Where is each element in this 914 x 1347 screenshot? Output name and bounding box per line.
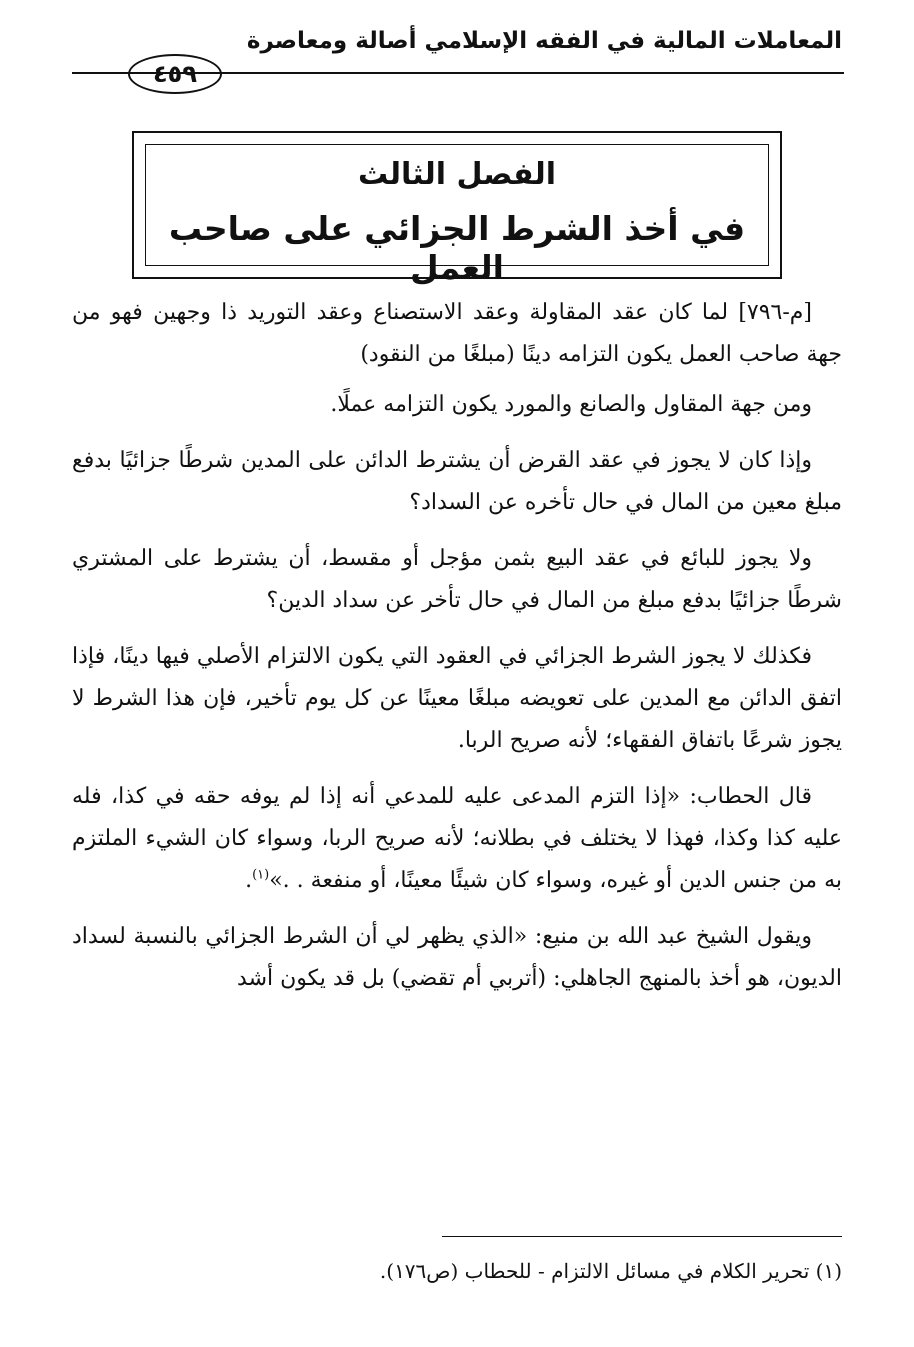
paragraph-6-quote (72, 776, 842, 902)
paragraph-5: فكذلك لا يجوز الشرط الجزائي في العقود التي يكون الالتزام الأصلي فيها دينًا، فإذا اتفق الدائن مع المدين على تعويضه مبلغًا معينًا عن كل يوم تأخير، فإن هذا الشرط لا يجوز شرعًا باتفاق الفقهاء؛ لأنه صريح الربا. (72, 644, 842, 753)
footnote-divider (442, 1236, 842, 1237)
quote-text: قال الحطاب: «إذا التزم المدعى عليه للمدعي أنه إذا لم يوفه حقه في كذا، فله عليه كذا وكذا، فهذا لا يختلف في بطلانه؛ لأنه صريح الربا، وسواء كان الشيء الملتزم به من جنس الدين أو غيره، وسواء كان شيئًا معينًا، أو منفعة . .» (72, 784, 842, 893)
paragraph-4: ولا يجوز للبائع في عقد البيع بثمن مؤجل أو مقسط، أن يشترط على المشتري شرطًا جزائيًا بدفع مبلغ من المال في حال تأخر عن سداد الدين؟ (72, 546, 842, 613)
paragraph-1: [م-٧٩٦] لما كان عقد المقاولة وعقد الاستصناع وعقد التوريد ذا وجهين فهو من جهة صاحب العمل يكون التزامه دينًا (مبلغًا من النقود) (72, 300, 842, 367)
paragraph-7: ويقول الشيخ عبد الله بن منيع: «الذي يظهر لي أن الشرط الجزائي بالنسبة لسداد الديون، هو أخذ بالمنهج الجاهلي: (أتربي أم تقضي) بل قد يكون أشد (72, 924, 842, 991)
body-text (72, 292, 842, 1014)
chapter-subtitle: في أخذ الشرط الجزائي على صاحب العمل (168, 209, 746, 287)
chapter-title: الفصل الثالث (357, 157, 556, 192)
paragraph-3: وإذا كان لا يجوز في عقد القرض أن يشترط الدائن على المدين شرطًا جزائيًا بدفع مبلغ معين من المال في حال تأخره عن السداد؟ (72, 448, 842, 515)
footnote-reference: (١) (252, 867, 270, 883)
quote-period: . (245, 868, 253, 893)
paragraph-2: ومن جهة المقاول والصانع والمورد يكون التزامه عملًا. (330, 392, 812, 417)
footnote: (١) تحرير الكلام في مسائل الالتزام - للحطاب (ص١٧٦). (379, 1259, 842, 1283)
page-number-badge: ٤٥٩ (128, 54, 222, 94)
running-header-title: المعاملات المالية في الفقه الإسلامي أصالة ومعاصرة (246, 28, 842, 54)
header-divider (72, 72, 844, 74)
chapter-heading-frame (132, 131, 782, 287)
